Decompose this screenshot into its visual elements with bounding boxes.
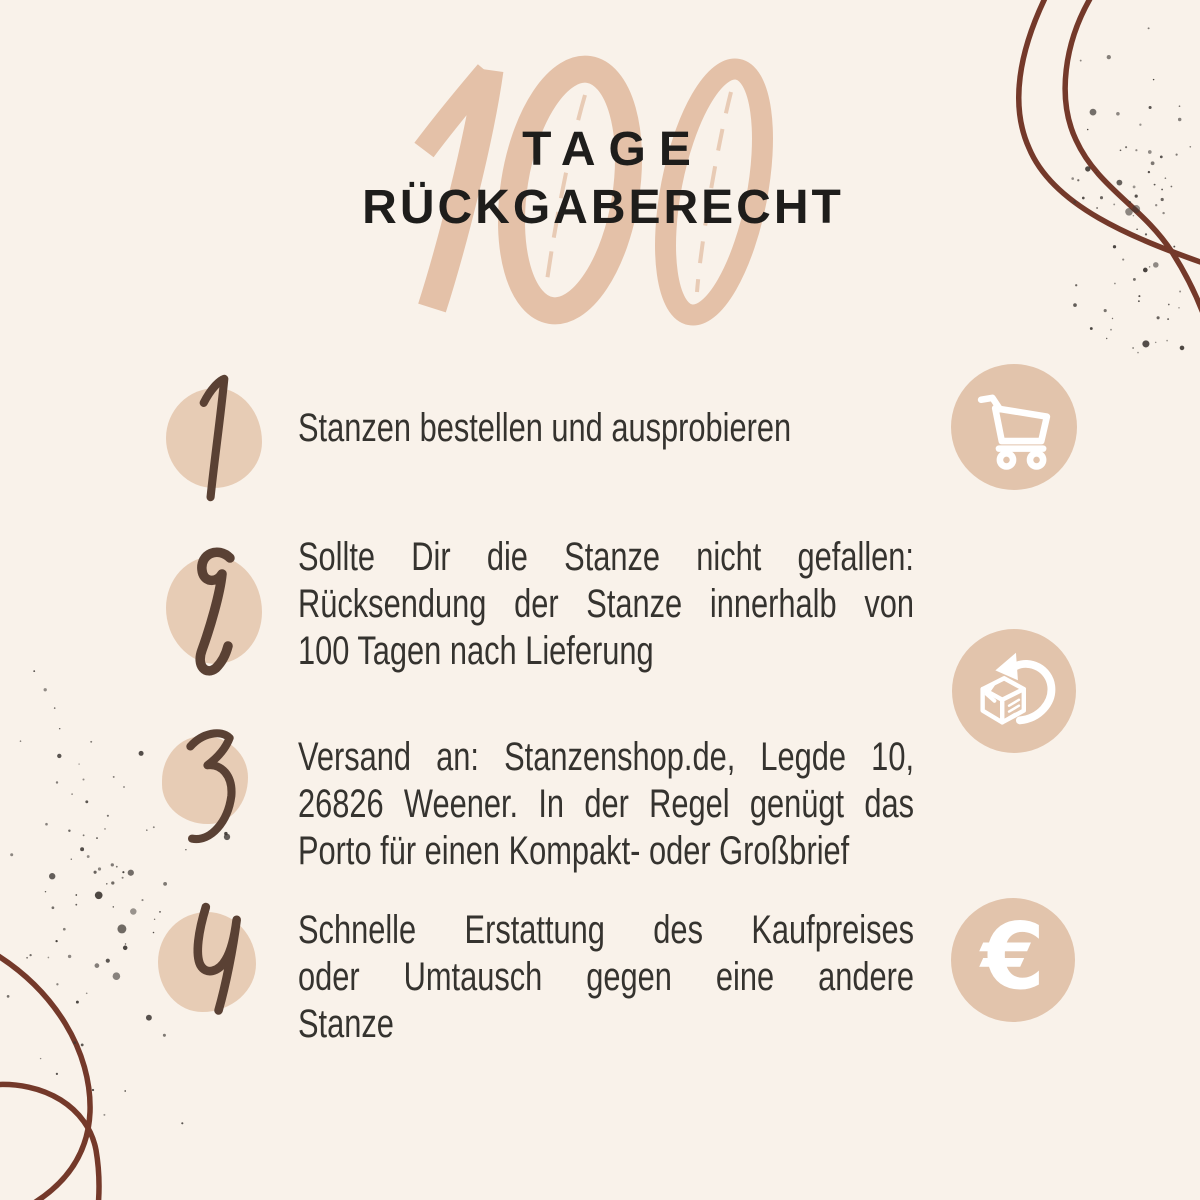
- step-text-line: Schnelle Erstattung des Kaufpreises: [298, 908, 914, 952]
- step-text-line: Stanze: [298, 1002, 394, 1046]
- step-text-line: Porto für einen Kompakt- oder Großbrief: [298, 829, 850, 873]
- corner-squiggle-bottom-left: [0, 952, 99, 1200]
- step-text-line: Versand an: Stanzenshop.de, Legde 10,: [298, 735, 914, 779]
- step-4-handwritten-number: [180, 898, 248, 1034]
- step-text-line: 26826 Weener. In der Regel genügt das: [298, 782, 914, 826]
- step-1-text: [298, 405, 914, 452]
- euro-icon: [951, 898, 1075, 1022]
- title-tage: TAGE: [522, 123, 704, 176]
- shopping-cart-glyph: [967, 380, 1061, 474]
- step-text-line: Stanzen bestellen und ausprobieren: [298, 406, 792, 450]
- step-text-line: Sollte Dir die Stanze nicht gefallen:: [298, 535, 914, 579]
- step-text-line: 100 Tagen nach Lieferung: [298, 629, 654, 673]
- title-rueckgaberecht: RÜCKGABERECHT: [362, 181, 844, 234]
- step-4-text: [298, 907, 914, 1048]
- step-3-handwritten-number: [174, 726, 246, 854]
- package-return-icon: [952, 629, 1076, 753]
- step-1-handwritten-number: [190, 368, 250, 508]
- step-text-line: Rücksendung der Stanze innerhalb von: [298, 582, 914, 626]
- step-3-text: [298, 734, 914, 875]
- step-2-text: [298, 534, 914, 675]
- euro-glyph: €: [980, 903, 1045, 1010]
- step-text-line: oder Umtausch gegen eine andere: [298, 955, 914, 999]
- step-2-handwritten-number: [182, 545, 252, 697]
- package-return-glyph: [965, 642, 1063, 740]
- shopping-cart-icon: [951, 364, 1077, 490]
